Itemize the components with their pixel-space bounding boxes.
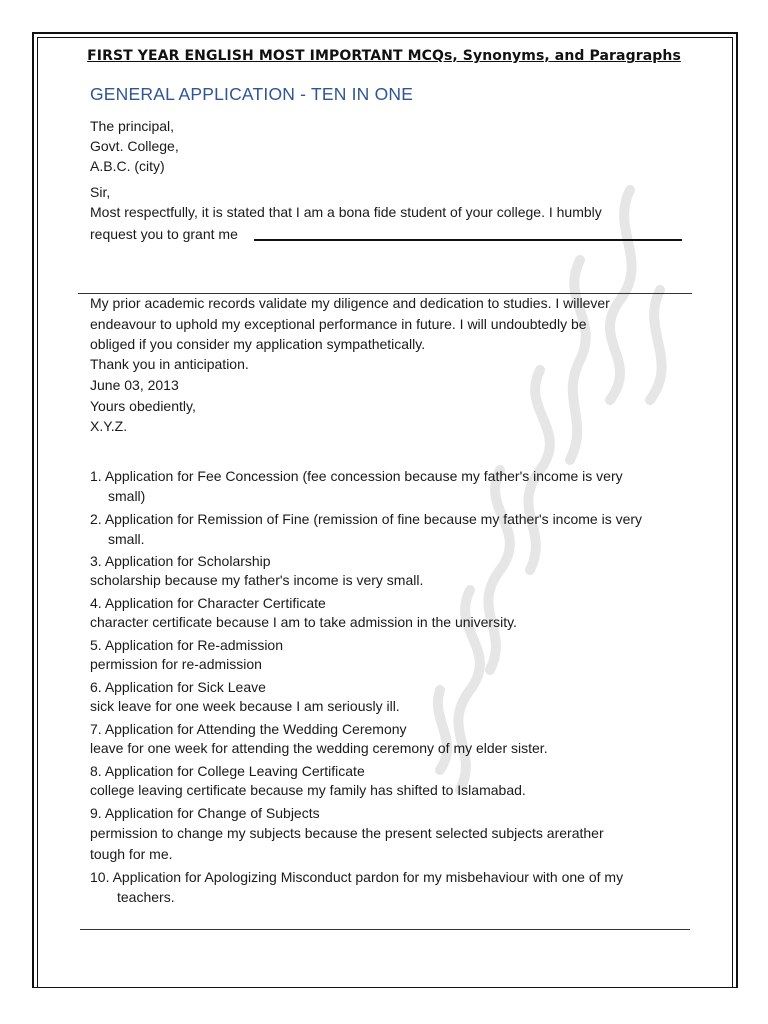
list-item — [90, 867, 700, 907]
item-detail: character certificate because I am to take admission in the university. — [90, 614, 517, 630]
date-line: June 03, 2013 — [90, 377, 179, 393]
item-detail: college leaving certificate because my family has shifted to Islamabad. — [90, 782, 526, 798]
list-item — [90, 803, 700, 823]
item-title: Application for Change of Subjects — [104, 805, 320, 821]
page-header-title: FIRST YEAR ENGLISH MOST IMPORTANT MCQs, Synonyms, and Paragraphs — [87, 48, 681, 64]
section-heading: GENERAL APPLICATION - TEN IN ONE — [90, 84, 414, 104]
item-detail: permission to change my subjects because the present selected subjects arerather — [90, 825, 604, 841]
item-title: Application for Sick Leave — [104, 679, 266, 695]
item-detail: tough for me. — [90, 846, 173, 862]
list-item — [90, 593, 700, 613]
item-number: 8. — [90, 763, 102, 779]
item-number: 1. — [90, 468, 102, 484]
list-item — [90, 677, 700, 697]
letter-paragraph-line: My prior academic records validate my diligence and dedication to studies. I willever — [90, 295, 610, 311]
item-detail: scholarship because my father's income is very small. — [90, 572, 424, 588]
address-line: Govt. College, — [90, 138, 179, 154]
item-number: 6. — [90, 679, 102, 695]
letter-paragraph-line: endeavour to uphold my exceptional performance in future. I will undoubtedly be — [90, 316, 587, 332]
item-number: 2. — [90, 511, 102, 527]
item-title: Application for College Leaving Certificate — [104, 763, 365, 779]
letter-body-line: request you to grant me — [90, 226, 238, 242]
item-number: 9. — [90, 805, 102, 821]
item-title: Application for Re-admission — [104, 637, 284, 653]
list-item — [90, 551, 700, 571]
item-title: Application for Scholarship — [104, 553, 271, 569]
closing-line: Yours obediently, — [90, 398, 196, 414]
list-item — [90, 466, 700, 506]
list-item — [90, 719, 700, 739]
item-continuation: small) — [108, 488, 146, 504]
item-continuation: small. — [108, 531, 145, 547]
item-number: 3. — [90, 553, 102, 569]
item-title: Application for Apologizing Misconduct pardon for my misbehaviour with one of my — [112, 869, 624, 885]
item-title: Application for Remission of Fine (remission of fine because my father's income is very — [104, 511, 643, 527]
item-continuation: teachers. — [117, 889, 175, 905]
item-number: 10. — [90, 869, 110, 885]
item-title: Application for Character Certificate — [104, 595, 326, 611]
item-detail: leave for one week for attending the wedding ceremony of my elder sister. — [90, 740, 548, 756]
item-title: Application for Attending the Wedding Ceremony — [104, 721, 407, 737]
item-title: Application for Fee Concession (fee concession because my father's income is very — [104, 468, 623, 484]
list-item — [90, 761, 700, 781]
section-divider — [78, 293, 692, 294]
item-number: 5. — [90, 637, 102, 653]
item-detail: sick leave for one week because I am seriously ill. — [90, 698, 400, 714]
item-number: 4. — [90, 595, 102, 611]
signature-line: X.Y.Z. — [90, 418, 128, 434]
letter-body-line: Most respectfully, it is stated that I am a bona fide student of your college. I humbly — [90, 204, 602, 220]
address-line: A.B.C. (city) — [90, 158, 165, 174]
address-line: The principal, — [90, 118, 175, 134]
list-item — [90, 635, 700, 655]
letter-paragraph-line: obliged if you consider my application sympathetically. — [90, 336, 426, 352]
thanks-line: Thank you in anticipation. — [90, 356, 249, 372]
fill-in-blank-line — [254, 239, 682, 241]
item-number: 7. — [90, 721, 102, 737]
list-item — [90, 509, 700, 549]
item-detail: permission for re-admission — [90, 656, 262, 672]
footer-divider — [80, 929, 690, 930]
salutation: Sir, — [90, 184, 111, 200]
